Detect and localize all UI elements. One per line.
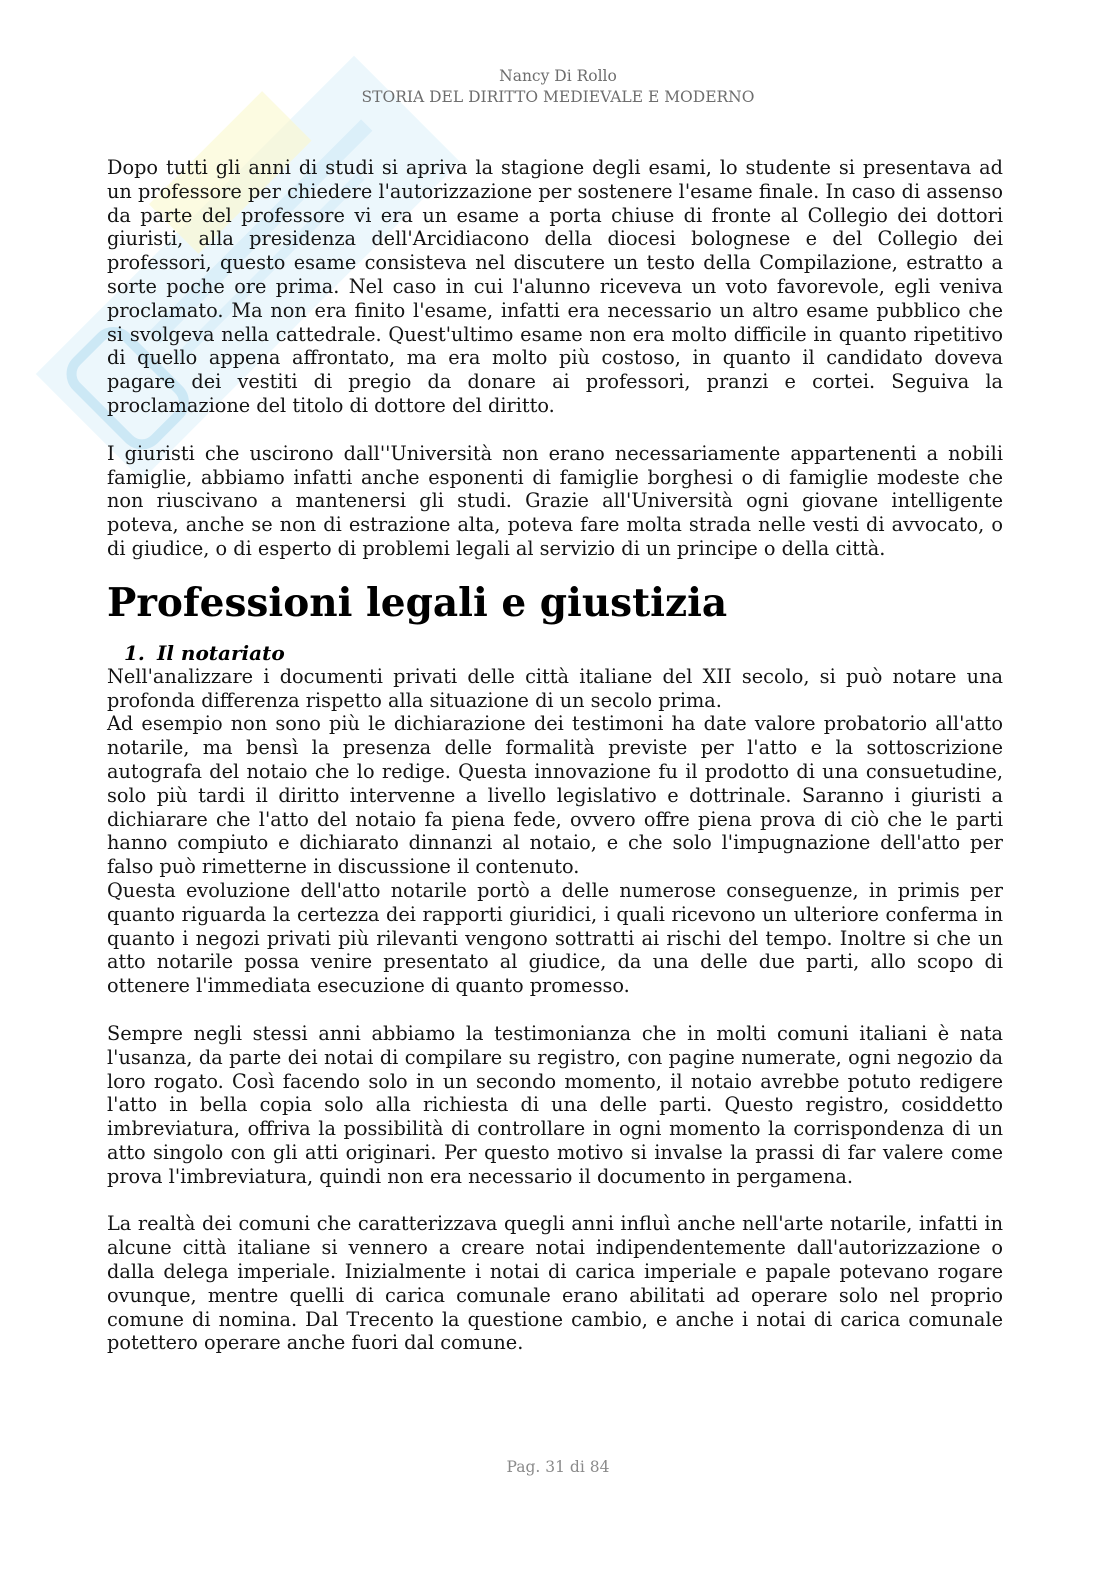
paragraph-notariato-evoluzione: Questa evoluzione dell'atto notarile portò a delle numerose conseguenze, in primis per quanto riguarda la certezza dei rapporti giuridici, i quali ricevono un ulteriore conferma in quanto i negozi privati più rilevanti vengono sottratti ai rischi del tempo. Inoltre si che un atto notarile possa venire presentato al giudice, da una delle due parti, allo scopo di ottenere l'immediata esecuzione di quanto promesso. <box>107 878 1003 998</box>
paragraph-notariato-probatorio: Ad esempio non sono più le dichiarazione dei testimoni ha date valore probatorio all'atto notarile, ma bensì la presenza delle formalità previste per l'atto e la sottoscrizione autografa del notaio che lo redige. Questa innovazione fu il prodotto di una consuetudine, solo più tardi il diritto intervenne a livello legislativo e dottrinale. Saranno i giuristi a dichiarare che l'atto del notaio fa piena fede, ovvero offre piena prova di ciò che le parti hanno compiuto e dichiarato dinnanzi al notaio, e che solo l'impugnazione dell'atto per falso può rimetterne in discussione il contenuto. <box>107 712 1003 879</box>
paragraph-gap <box>107 1188 1003 1212</box>
paragraph-gap <box>107 998 1003 1022</box>
paragraph-imbreviatura: Sempre negli stessi anni abbiamo la testimonianza che in molti comuni italiani è nata l'usanza, da parte dei notai di compilare su registro, con pagine numerate, ogni negozio da loro rogato. Così facendo solo in un secondo momento, il notaio avrebbe potuto redigere l'atto in bella copia solo alla richiesta di una delle parti. Questo registro, cosiddetto imbreviatura, offriva la possibilità di controllare in ogni momento la corrispondenza di un atto singolo con gli atti originari. Per questo motivo si invalse la prassi di far valere come prova l'imbreviatura, quindi non era necessario il documento in pergamena. <box>107 1021 1003 1188</box>
page-header <box>0 66 1116 108</box>
paragraph-notariato-intro: Nell'analizzare i documenti privati delle città italiane del XII secolo, si può notare una profonda differenza rispetto alla situazione di un secolo prima. <box>107 664 1003 712</box>
paragraph-exams: Dopo tutti gli anni di studi si apriva la stagione degli esami, lo studente si presentava ad un professore per chiedere l'autorizzazione per sostenere l'esame finale. In caso di assenso da parte del professore vi era un esame a porta chiuse di fronte al Collegio dei dottori giuristi, alla presidenza dell'Arcidiacono della diocesi bolognese e del Collegio dei professori, questo esame consisteva nel discutere un testo della Compilazione, estratto a sorte poche ore prima. Nel caso in cui l'alunno riceveva un voto favorevole, egli veniva proclamato. Ma non era finito l'esame, infatti era necessario un altro esame pubblico che si svolgeva nella cattedrale. Quest'ultimo esame non era molto difficile in quanto ripetitivo di quello appena affrontato, ma era molto più costoso, in quanto il candidato doveva pagare dei vestiti di pregio da donare ai professori, pranzi e cortei. Seguiva la proclamazione del titolo di dottore del diritto. <box>107 156 1003 417</box>
subsection-number: 1. <box>124 640 145 665</box>
header-author: Nancy Di Rollo <box>499 67 617 85</box>
section-title: Professioni legali e giustizia <box>107 579 728 626</box>
subsection-title: Il notariato <box>157 640 285 665</box>
page-number: Pag. 31 di 84 <box>506 1458 610 1476</box>
paragraph-jurists: I giuristi che uscirono dall''Università non erano necessariamente appartenenti a nobili famiglie, abbiamo infatti anche esponenti di famiglie borghesi o di famiglie modeste che non riuscivano a mantenersi gli studi. Grazie all'Università ogni giovane intelligente poteva, anche se non di estrazione alta, poteva fare molta strada nelle vesti di avvocato, o di giudice, o di esperto di problemi legali al servizio di un principe o della città. <box>107 441 1003 560</box>
header-course-title: STORIA DEL DIRITTO MEDIEVALE E MODERNO <box>361 88 755 106</box>
page-footer <box>0 1458 1116 1476</box>
paragraph-gap <box>107 418 1003 442</box>
subsection-heading <box>124 641 1003 665</box>
paragraph-comuni: La realtà dei comuni che caratterizzava quegli anni influì anche nell'arte notarile, infatti in alcune città italiane si vennero a creare notai indipendentemente dall'autorizzazione o dalla delega imperiale. Inizialmente i notai di carica imperiale e papale potevano rogare ovunque, mentre quelli di carica comunale erano abilitati ad operare solo nel proprio comune di nomina. Dal Trecento la questione cambio, e anche i notai di carica comunale potettero operare anche fuori dal comune. <box>107 1212 1003 1355</box>
document-body <box>107 156 1003 1355</box>
